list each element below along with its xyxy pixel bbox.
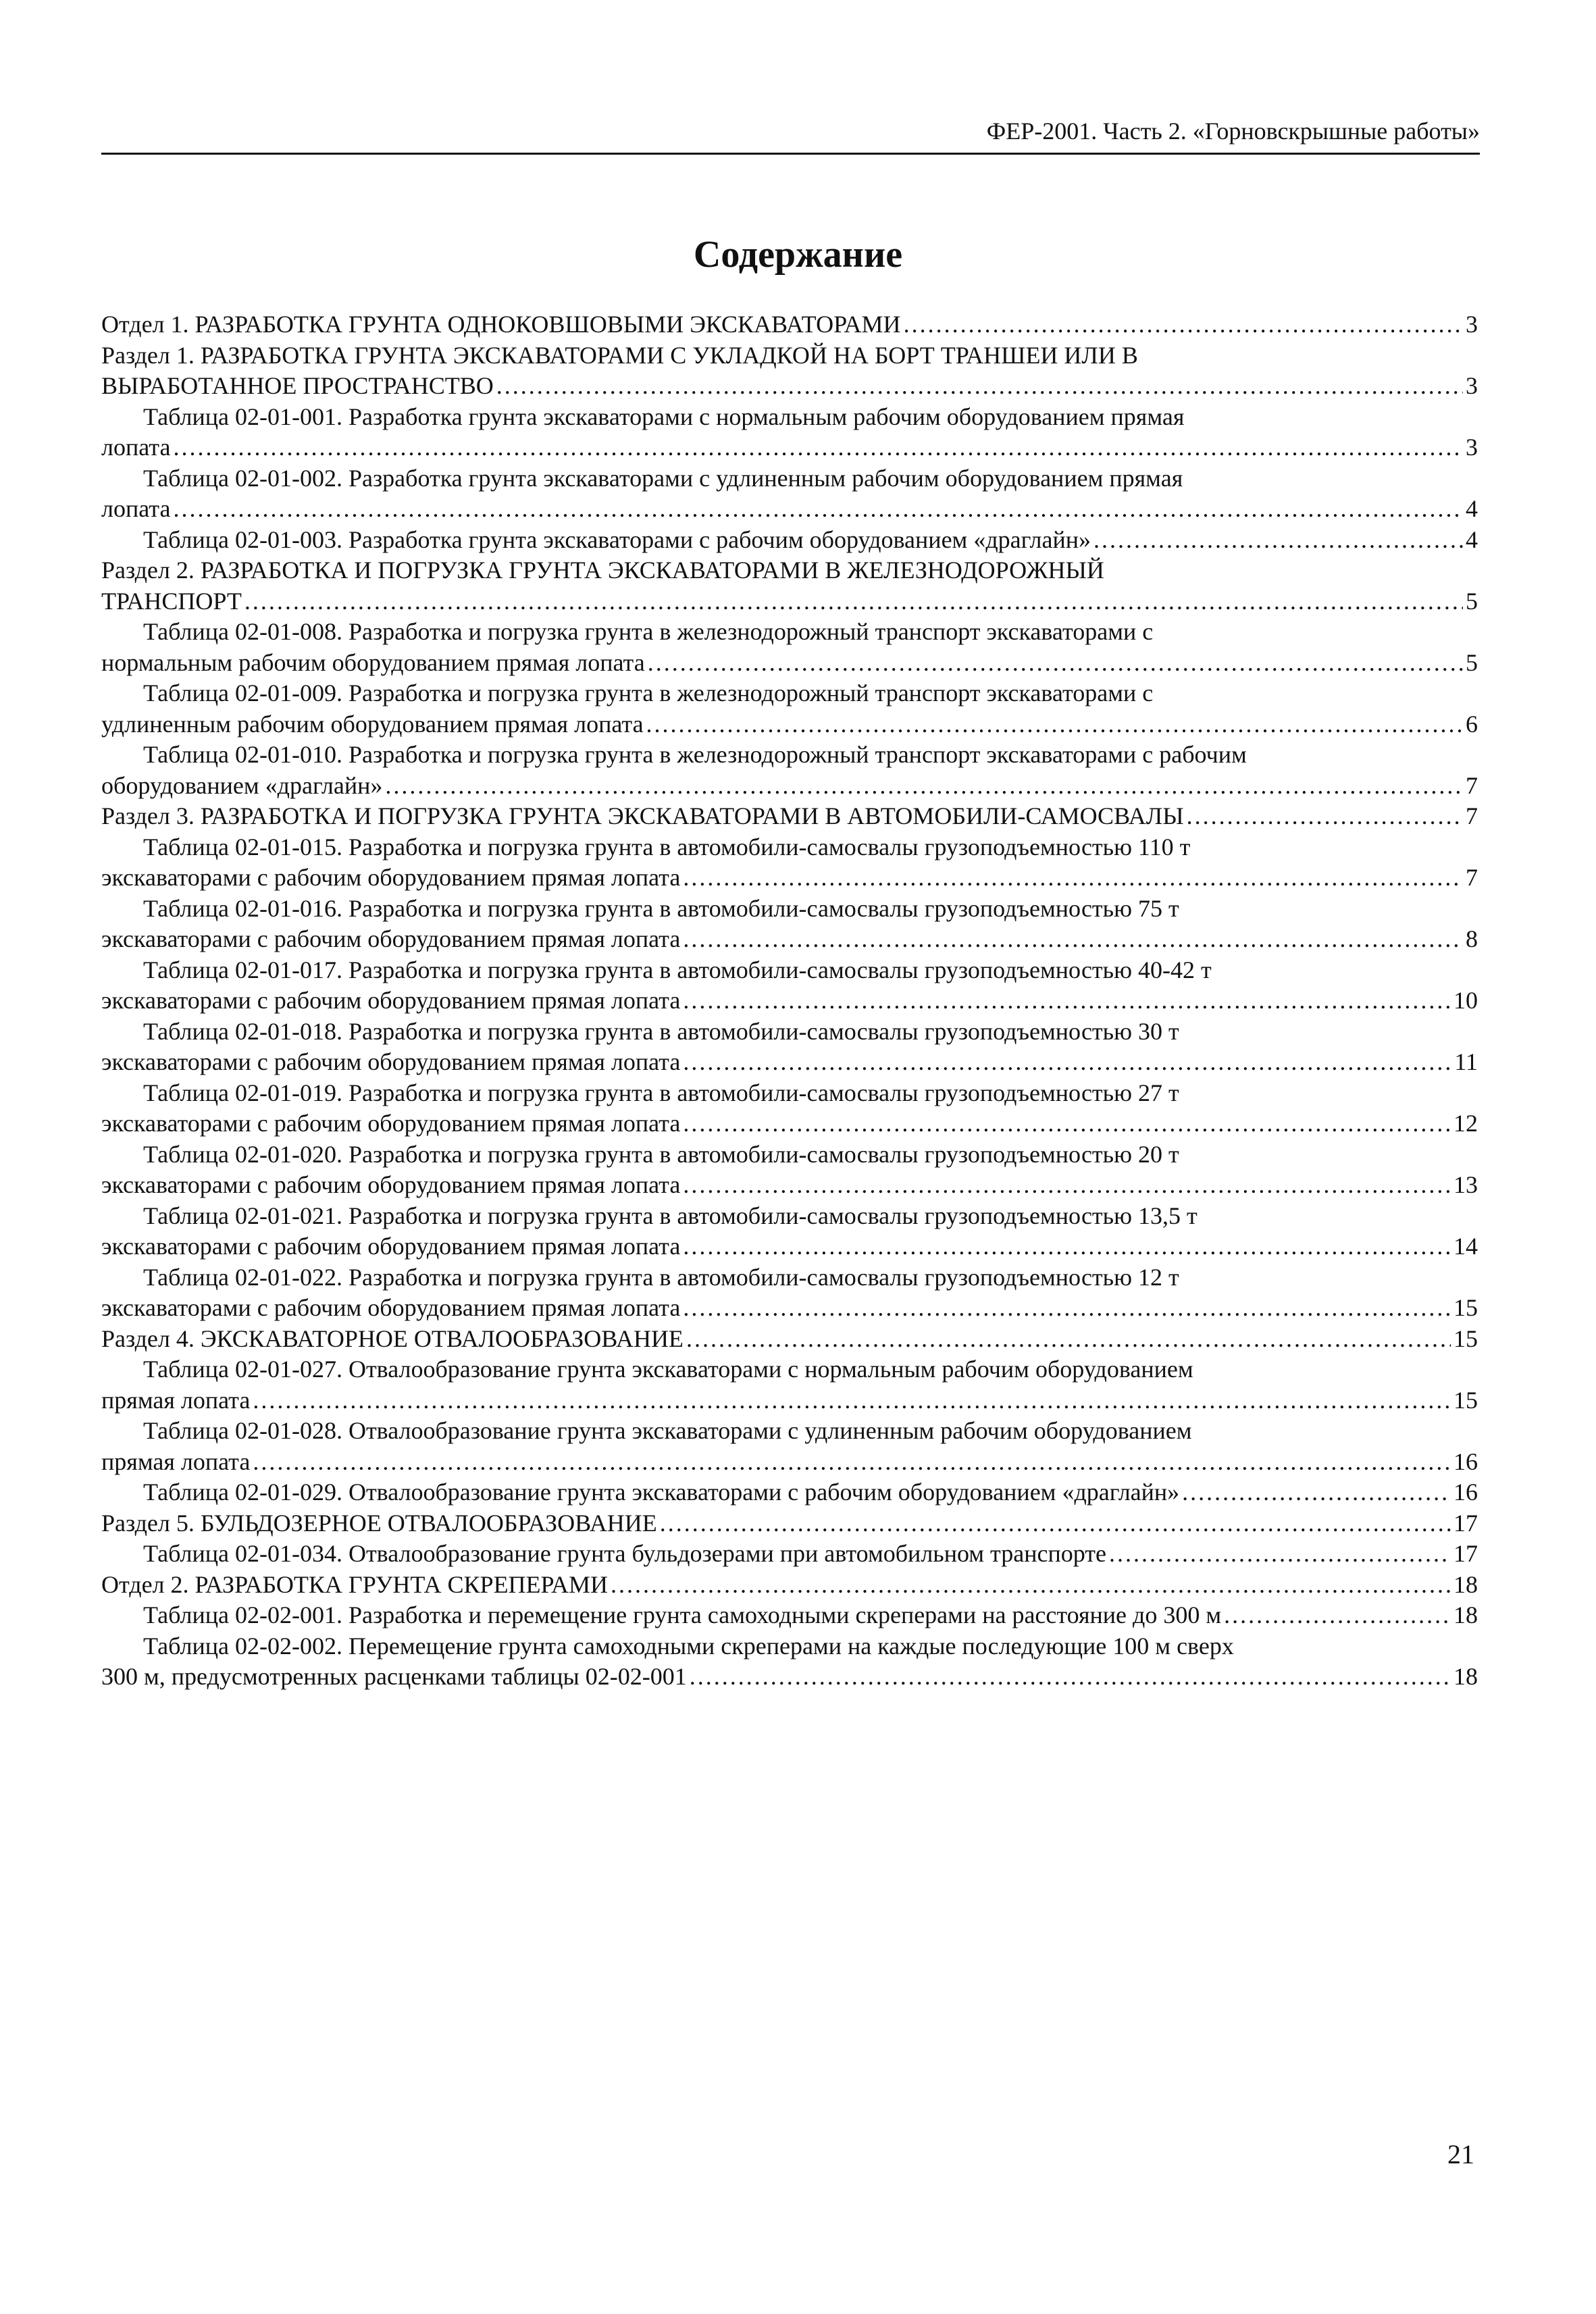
toc-entry[interactable]	[101, 1139, 1478, 1201]
toc-entry-title: Раздел 5. БУЛЬДОЗЕРНОЕ ОТВАЛООБРАЗОВАНИЕ	[101, 1509, 657, 1537]
toc-page-number: 16	[1453, 1447, 1478, 1475]
toc-entry[interactable]	[101, 617, 1478, 678]
toc-entry[interactable]	[101, 1262, 1478, 1324]
dot-leader	[686, 1324, 1451, 1355]
toc-page-number: 5	[1466, 587, 1478, 615]
toc-entry[interactable]	[101, 1539, 1478, 1570]
toc-page-number: 6	[1466, 710, 1478, 738]
toc-entry-title: Раздел 4. ЭКСКАВАТОРНОЕ ОТВАЛООБРАЗОВАНИЕ	[101, 1325, 684, 1352]
toc-entry-title: Таблица 02-01-034. Отвалообразование грунта бульдозерами при автомобильном транспорте	[143, 1540, 1106, 1567]
toc-entry[interactable]	[101, 1354, 1478, 1416]
toc-entry[interactable]	[101, 1477, 1478, 1508]
dot-leader	[173, 432, 1463, 463]
toc-page-number: 10	[1453, 987, 1478, 1014]
toc-entry-title: экскаваторами с рабочим оборудованием прямая лопата	[101, 1294, 681, 1321]
dot-leader	[646, 709, 1463, 740]
toc-entry-title-line: Таблица 02-01-021. Разработка и погрузка грунта в автомобили-самосвалы грузоподъемностью 13,5 т	[143, 1202, 1198, 1229]
toc-entry[interactable]	[101, 1631, 1478, 1693]
toc-entry-title-line: Таблица 02-01-015. Разработка и погрузка грунта в автомобили-самосвалы грузоподъемностью 110 т	[143, 833, 1191, 860]
toc-page-number: 12	[1453, 1110, 1478, 1137]
toc-entry-title-line: Таблица 02-01-016. Разработка и погрузка грунта в автомобили-самосвалы грузоподъемностью 75 т	[143, 894, 1179, 922]
toc-entry-title-line: Раздел 1. РАЗРАБОТКА ГРУНТА ЭКСКАВАТОРАМИ С УКЛАДКОЙ НА БОРТ ТРАНШЕИ ИЛИ В	[101, 341, 1138, 369]
toc-page-number: 15	[1453, 1386, 1478, 1414]
toc-entry[interactable]	[101, 832, 1478, 894]
dot-leader	[683, 1108, 1451, 1139]
toc-page-number: 14	[1453, 1233, 1478, 1260]
toc-page-number: 18	[1453, 1663, 1478, 1690]
toc-entry-title: 300 м, предусмотренных расценками таблицы 02-02-001	[101, 1663, 687, 1690]
dot-leader	[1224, 1600, 1451, 1631]
table-of-contents	[101, 309, 1478, 1693]
toc-page-number: 4	[1466, 495, 1478, 522]
toc-entry-title: экскаваторами с рабочим оборудованием прямая лопата	[101, 987, 681, 1014]
toc-page-number: 16	[1453, 1479, 1478, 1506]
dot-leader	[683, 1231, 1451, 1262]
dot-leader	[683, 1293, 1451, 1324]
toc-entry-title: ТРАНСПОРТ	[101, 587, 242, 615]
dot-leader	[683, 863, 1463, 894]
dot-leader	[904, 309, 1463, 340]
toc-entry[interactable]	[101, 1017, 1478, 1078]
dot-leader	[690, 1662, 1451, 1693]
toc-entry-title-line: Таблица 02-01-022. Разработка и погрузка грунта в автомобили-самосвалы грузоподъемностью 12 т	[143, 1263, 1179, 1291]
toc-entry-title: ВЫРАБОТАННОЕ ПРОСТРАНСТВО	[101, 372, 494, 399]
dot-leader	[1182, 1477, 1451, 1508]
toc-page-number: 4	[1466, 525, 1478, 553]
toc-entry-title: Таблица 02-01-003. Разработка грунта экскаваторами с рабочим оборудованием «драглайн»	[143, 525, 1091, 553]
toc-entry-title: нормальным рабочим оборудованием прямая лопата	[101, 648, 645, 676]
page-title: Содержание	[693, 234, 903, 276]
toc-page-number: 18	[1453, 1570, 1478, 1598]
toc-entry-title: прямая лопата	[101, 1386, 251, 1414]
toc-entry-title: Отдел 2. РАЗРАБОТКА ГРУНТА СКРЕПЕРАМИ	[101, 1570, 608, 1598]
dot-leader	[1093, 525, 1463, 556]
page-number: 21	[1447, 2139, 1474, 2169]
toc-page-number: 3	[1466, 434, 1478, 461]
toc-page-number: 17	[1453, 1509, 1478, 1537]
toc-entry-title-line: Таблица 02-01-008. Разработка и погрузка грунта в железнодорожный транспорт экскаваторами с	[143, 618, 1154, 645]
toc-entry-title-line: Таблица 02-01-028. Отвалообразование грунта экскаваторами с удлиненным рабочим оборудованием	[143, 1417, 1192, 1444]
dot-leader	[660, 1508, 1451, 1539]
toc-entry-title: Раздел 3. РАЗРАБОТКА И ПОГРУЗКА ГРУНТА ЭКСКАВАТОРАМИ В АВТОМОБИЛИ-САМОСВАЛЫ	[101, 802, 1184, 829]
toc-page-number: 5	[1466, 648, 1478, 676]
toc-entry-title-line: Таблица 02-01-017. Разработка и погрузка грунта в автомобили-самосвалы грузоподъемностью 40-42 т	[143, 956, 1212, 983]
toc-page-number: 7	[1466, 802, 1478, 829]
toc-entry-title: Таблица 02-02-001. Разработка и перемещение грунта самоходными скреперами на расстояние до 300 м	[143, 1601, 1222, 1628]
toc-page-number: 15	[1453, 1294, 1478, 1321]
toc-entry[interactable]	[101, 1201, 1478, 1262]
toc-entry-title-line: Таблица 02-01-001. Разработка грунта экскаваторами с нормальным рабочим оборудованием прямая	[143, 403, 1185, 430]
toc-entry[interactable]	[101, 340, 1478, 402]
toc-entry-title: Отдел 1. РАЗРАБОТКА ГРУНТА ОДНОКОВШОВЫМИ ЭКСКАВАТОРАМИ	[101, 311, 901, 338]
dot-leader	[611, 1570, 1451, 1601]
toc-entry-title: экскаваторами с рабочим оборудованием прямая лопата	[101, 864, 681, 891]
toc-entry[interactable]	[101, 463, 1478, 525]
toc-entry[interactable]	[101, 740, 1478, 801]
toc-entry[interactable]	[101, 1508, 1478, 1539]
toc-entry[interactable]	[101, 955, 1478, 1017]
toc-entry-title-line: Таблица 02-01-018. Разработка и погрузка грунта в автомобили-самосвалы грузоподъемностью 30 т	[143, 1017, 1179, 1045]
toc-entry[interactable]	[101, 1078, 1478, 1139]
toc-entry[interactable]	[101, 894, 1478, 955]
dot-leader	[683, 1170, 1451, 1201]
toc-entry-title: экскаваторами с рабочим оборудованием прямая лопата	[101, 1048, 681, 1075]
toc-entry[interactable]	[101, 1324, 1478, 1355]
toc-entry[interactable]	[101, 309, 1478, 340]
toc-entry[interactable]	[101, 801, 1478, 832]
toc-entry[interactable]	[101, 1416, 1478, 1477]
dot-leader	[253, 1385, 1451, 1416]
toc-entry-title: экскаваторами с рабочим оборудованием прямая лопата	[101, 1171, 681, 1198]
dot-leader	[173, 494, 1463, 525]
toc-entry-title-line: Таблица 02-01-027. Отвалообразование грунта экскаваторами с нормальным рабочим оборудованием	[143, 1356, 1193, 1383]
dot-leader	[496, 371, 1463, 402]
toc-entry-title: оборудованием «драглайн»	[101, 771, 383, 799]
running-header: ФЕР-2001. Часть 2. «Горновскрышные работы»	[101, 115, 1480, 155]
toc-entry-title-line: Таблица 02-02-002. Перемещение грунта самоходными скреперами на каждые последующие 100 м сверх	[143, 1632, 1234, 1660]
toc-page-number: 3	[1466, 372, 1478, 399]
toc-page-number: 7	[1466, 771, 1478, 799]
toc-entry[interactable]	[101, 1600, 1478, 1631]
toc-entry-title: экскаваторами с рабочим оборудованием прямая лопата	[101, 1233, 681, 1260]
toc-entry[interactable]	[101, 678, 1478, 740]
dot-leader	[648, 648, 1463, 679]
toc-page-number: 11	[1454, 1048, 1478, 1075]
toc-entry-title: лопата	[101, 434, 171, 461]
toc-entry-title: лопата	[101, 495, 171, 522]
dot-leader	[1109, 1539, 1451, 1570]
dot-leader	[1187, 801, 1463, 832]
toc-entry[interactable]	[101, 555, 1478, 617]
toc-page-number: 17	[1453, 1540, 1478, 1567]
toc-entry-title: экскаваторами с рабочим оборудованием прямая лопата	[101, 925, 681, 952]
toc-page-number: 15	[1453, 1325, 1478, 1352]
dot-leader	[683, 924, 1463, 955]
toc-entry-title: экскаваторами с рабочим оборудованием прямая лопата	[101, 1110, 681, 1137]
toc-entry-title-line: Таблица 02-01-002. Разработка грунта экскаваторами с удлиненным рабочим оборудованием прямая	[143, 464, 1183, 492]
toc-entry-title: удлиненным рабочим оборудованием прямая лопата	[101, 710, 644, 738]
toc-entry-title-line: Раздел 2. РАЗРАБОТКА И ПОГРУЗКА ГРУНТА ЭКСКАВАТОРАМИ В ЖЕЛЕЗНОДОРОЖНЫЙ	[101, 557, 1104, 584]
toc-entry[interactable]	[101, 525, 1478, 556]
toc-entry-title: Таблица 02-01-029. Отвалообразование грунта экскаваторами с рабочим оборудованием «драглайн»	[143, 1479, 1180, 1506]
dot-leader	[385, 771, 1463, 802]
dot-leader	[683, 985, 1451, 1017]
toc-entry[interactable]	[101, 1570, 1478, 1601]
toc-entry-title-line: Таблица 02-01-019. Разработка и погрузка грунта в автомобили-самосвалы грузоподъемностью 27 т	[143, 1079, 1179, 1106]
toc-entry-title-line: Таблица 02-01-020. Разработка и погрузка грунта в автомобили-самосвалы грузоподъемностью 20 т	[143, 1140, 1179, 1168]
toc-page-number: 7	[1466, 864, 1478, 891]
toc-entry-title-line: Таблица 02-01-010. Разработка и погрузка грунта в железнодорожный транспорт экскаваторами с рабочим	[143, 741, 1247, 768]
dot-leader	[253, 1447, 1451, 1478]
dot-leader	[244, 586, 1463, 617]
toc-page-number: 13	[1453, 1171, 1478, 1198]
toc-page-number: 3	[1466, 311, 1478, 338]
dot-leader	[683, 1047, 1451, 1078]
toc-page-number: 18	[1453, 1601, 1478, 1628]
toc-entry-title-line: Таблица 02-01-009. Разработка и погрузка грунта в железнодорожный транспорт экскаваторами с	[143, 679, 1154, 706]
toc-entry-title: прямая лопата	[101, 1447, 251, 1475]
toc-page-number: 8	[1466, 925, 1478, 952]
toc-entry[interactable]	[101, 402, 1478, 463]
